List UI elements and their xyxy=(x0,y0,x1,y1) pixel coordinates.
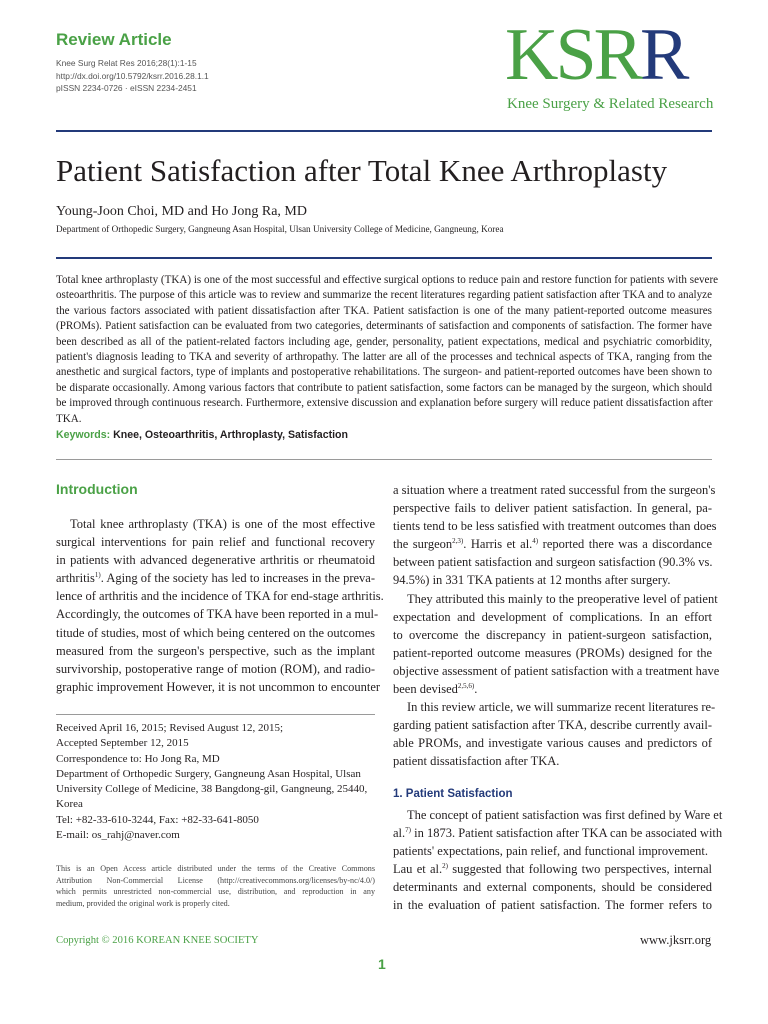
license-line: This is an Open Access article distributed under the terms of the Creative Commons xyxy=(56,864,375,873)
correspondence-email[interactable]: E-mail: os_rahj@naver.com xyxy=(56,829,180,842)
citation-issn: pISSN 2234-0726 · eISSN 2234-2451 xyxy=(56,83,197,94)
article-affiliation: Department of Orthopedic Surgery, Gangneung Asan Hospital, Ulsan University College of Medicine, Gangneung, Korea xyxy=(56,224,504,234)
body-line xyxy=(393,824,723,842)
license-line: medium, provided the original work is properly cited. xyxy=(56,898,230,908)
body-line: to overcome the discrepancy in patient-surgeon satisfaction, xyxy=(393,627,712,642)
body-text: . Harris et al. xyxy=(463,537,533,552)
citation-ref[interactable]: 2,3) xyxy=(452,537,464,546)
body-line: titude of studies, most of which being centered on the outcomes xyxy=(56,625,376,640)
journal-logo-subtitle: Knee Surgery & Related Research xyxy=(507,96,714,112)
body-line: lence of arthritis and the incidence of TKA for end-stage arthritis. xyxy=(56,589,384,604)
body-text: in 1873. Patient satisfaction after TKA can be associated with xyxy=(411,826,723,841)
body-line: determinants and external components, should be considered xyxy=(393,880,712,895)
keywords-label: Keywords: xyxy=(56,429,111,441)
abstract-line: anesthetic and surgical factors, type of implants and postoperative rehabilitations. The surgeon- and patient-reported outcomes have been shown to xyxy=(56,366,712,379)
correspondence-block xyxy=(56,721,375,843)
body-line xyxy=(393,535,712,553)
correspondence-line: Korea xyxy=(56,798,83,811)
introduction-heading: Introduction xyxy=(56,481,138,497)
body-line: graphic improvement However, it is not uncommon to encounter xyxy=(56,679,381,694)
copyright-notice: Copyright © 2016 KOREAN KNEE SOCIETY xyxy=(56,935,259,946)
body-line: They attributed this mainly to the preoperative level of patient xyxy=(407,591,718,606)
section1-body xyxy=(393,806,723,915)
title-divider xyxy=(56,257,712,259)
license-line: Attribution Non-Commercial License (http://creativecommons.org/licenses/by-nc/4.0/) xyxy=(56,875,375,885)
abstract-line: Total knee arthroplasty (TKA) is one of the most successful and effective surgical options to reduce pain and restore function for patients with severe xyxy=(56,274,719,286)
body-text: arthritis xyxy=(56,571,95,586)
body-line: survivorship, postoperative range of motion (ROM), and radio- xyxy=(56,661,375,676)
citation-ref[interactable]: 2) xyxy=(442,862,448,871)
body-line xyxy=(393,860,712,878)
citation-ref[interactable]: 1) xyxy=(94,571,101,580)
abstract-line: (PROMs). Patient satisfaction can be evaluated from two categories, determinants of satisfaction and components of satisfaction. The former have xyxy=(56,320,712,333)
citation-ref[interactable]: 7) xyxy=(405,825,411,834)
article-title: Patient Satisfaction after Total Knee Arthroplasty xyxy=(56,153,668,188)
logo-letters: KSR xyxy=(505,14,640,96)
body-line: between patient satisfaction and surgeon satisfaction (90.3% vs. xyxy=(393,555,713,570)
body-line: patients' expectations, pain relief, and functional improvement. xyxy=(393,844,708,859)
journal-website-link[interactable]: www.jksrr.org xyxy=(640,933,712,947)
abstract-line: patient's diagnosis leading to TKA and severity of arthropathy. The latter are all of the processes and technical aspects of TKA, ranging from the xyxy=(56,351,712,364)
body-line xyxy=(56,569,375,587)
body-line: patient dissatisfaction after TKA. xyxy=(393,754,560,769)
keywords-text: Knee, Osteoarthritis, Arthroplasty, Satisfaction xyxy=(113,429,349,441)
article-authors: Young-Joon Choi, MD and Ho Jong Ra, MD xyxy=(56,204,307,219)
body-line: surgical interventions for pain relief and functional recovery xyxy=(56,535,375,550)
body-text: . Aging of the society has led to increases in the preva- xyxy=(100,571,375,586)
body-line: 94.5%) in 331 TKA patients at 12 months after surgery. xyxy=(393,573,671,588)
body-line: expectation and development of complications. In an effort xyxy=(393,609,712,624)
body-line: measured from the surgeon's perspective, such as the implant xyxy=(56,643,375,658)
citation-doi-link[interactable]: http://dx.doi.org/10.5792/ksrr.2016.28.1.1 xyxy=(56,70,209,81)
body-text: Lau et al. xyxy=(393,862,443,877)
abstract-line: be improved through continuous research. Furthermore, extensive discussion and explanation before surgery will reduce patient dissatisfaction after xyxy=(56,397,713,410)
correspondence-line: Correspondence to: Ho Jong Ra, MD xyxy=(56,752,220,765)
section-heading-patient-satisfaction: 1. Patient Satisfaction xyxy=(393,788,513,800)
correspondence-line: University College of Medicine, 38 Bangdong-gil, Gangneung, 25440, xyxy=(56,783,368,796)
body-line: perspective fails to deliver patient satisfaction. In general, pa- xyxy=(393,501,712,516)
body-line: tients tend to be less satisfied with treatment outcomes than does xyxy=(393,519,717,534)
body-line: a situation where a treatment rated successful from the surgeon's xyxy=(393,483,716,497)
footnote-divider xyxy=(56,714,375,715)
introduction-right-column xyxy=(393,481,720,771)
journal-logo xyxy=(505,14,687,96)
body-text: suggested that following two perspectives, internal xyxy=(447,862,712,877)
keywords xyxy=(56,429,348,441)
citation-ref[interactable]: 2,5,6) xyxy=(457,681,475,690)
license-notice xyxy=(56,863,375,909)
citation-ref[interactable]: 4) xyxy=(532,537,539,546)
abstract-line: been described as all of the patient-related factors including age, gender, personality, patient expectations, medical and psychiatric comorbidity, xyxy=(56,335,712,348)
body-text: the surgeon xyxy=(393,537,453,552)
body-line: Accordingly, the outcomes of TKA have been reported in a mul- xyxy=(56,607,379,622)
abstract-line: osteoarthritis. The purpose of this article was to review and summarize the recent literatures regarding patient satisfaction after TKA and to analyze xyxy=(56,289,712,302)
body-line: able PROMs, and investigate various causes and predictors of xyxy=(393,736,712,751)
citation-journal: Knee Surg Relat Res 2016;28(1):1-15 xyxy=(56,58,197,68)
abstract-line: be disparate occasionally. Among various factors that contribute to patient satisfaction, some factors can be managed by the surgeon, which should xyxy=(56,381,712,394)
correspondence-line: Department of Orthopedic Surgery, Gangneung Asan Hospital, Ulsan xyxy=(56,767,361,780)
body-text: al. xyxy=(393,826,406,841)
body-line xyxy=(393,680,712,698)
body-line: patient-reported outcome measures (PROMs) designed for the xyxy=(393,645,712,660)
correspondence-line: Tel: +82-33-610-3244, Fax: +82-33-641-8050 xyxy=(56,813,259,826)
abstract-line: the various factors associated with patient dissatisfaction after TKA. Patient satisfaction is one of the many patient-reported outcome measures xyxy=(56,304,712,317)
body-text: . xyxy=(474,682,478,697)
page-number: 1 xyxy=(378,956,386,972)
body-line: objective assessment of patient satisfaction with a treatment have xyxy=(393,663,720,678)
body-text: been devised xyxy=(393,682,458,697)
keywords-divider xyxy=(56,459,712,460)
body-line: in patients with advanced degenerative arthritis or rheumatoid xyxy=(56,553,375,568)
abstract xyxy=(56,273,719,427)
body-line: The concept of patient satisfaction was first defined by Ware et xyxy=(407,808,723,822)
correspondence-line: Received April 16, 2015; Revised August 12, 2015; xyxy=(56,722,284,734)
article-type-label: Review Article xyxy=(56,30,172,49)
citation-block xyxy=(56,57,316,95)
body-line: garding patient satisfaction after TKA, describe currently avail- xyxy=(393,718,712,733)
correspondence-line: Accepted September 12, 2015 xyxy=(56,737,189,750)
abstract-line: TKA. xyxy=(56,412,82,425)
introduction-left-column xyxy=(56,515,384,696)
body-line: in the evaluation of patient satisfaction. The former refers to xyxy=(393,898,712,913)
logo-last-letter: R xyxy=(639,14,687,96)
body-line: In this review article, we will summarize recent literatures re- xyxy=(407,700,716,715)
license-line: which permits unrestricted non-commercial use, distribution, and reproduction in any xyxy=(56,887,375,897)
body-line: Total knee arthroplasty (TKA) is one of the most effective xyxy=(70,517,375,531)
body-text: reported there was a discordance xyxy=(538,537,712,552)
header-divider xyxy=(56,130,712,132)
